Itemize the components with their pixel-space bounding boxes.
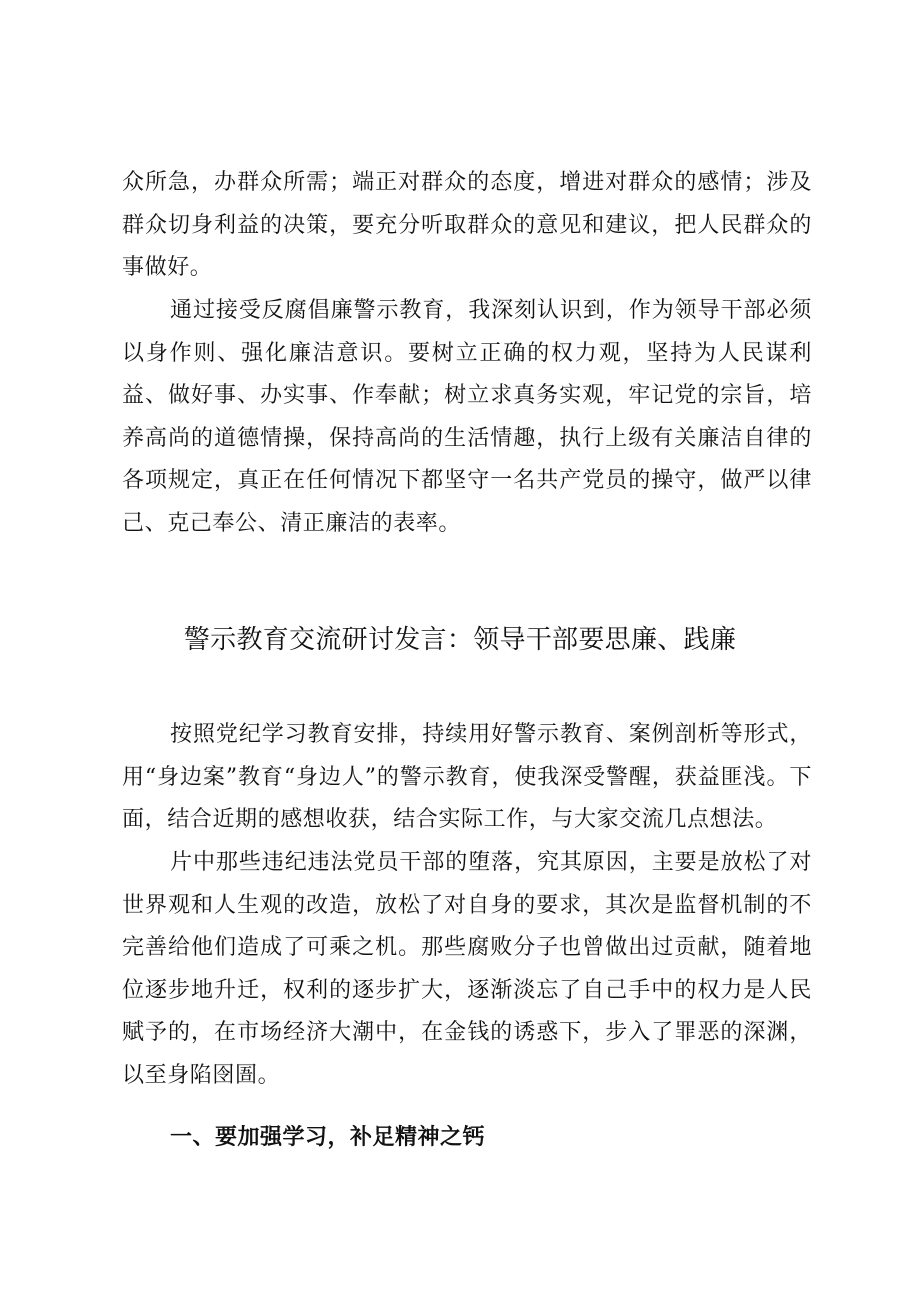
body-paragraph-analysis: 片中那些违纪违法党员干部的堕落，究其原因，主要是放松了对世界观和人生观的改造，放松了对自身的要求，其次是监督机制的不完善给他们造成了可乘之机。那些腐败分子也曾做出过贡献，随着地位逐步地升迁，权利的逐步扩大，逐渐淡忘了自己手中的权力是人民赋予的，在市场经济大潮中，在金钱的诱惑下，步入了罪恶的深渊，以至身陷囹圄。 bbox=[122, 850, 812, 1088]
continuation-paragraph: 众所急，办群众所需；端正对群众的态度，增进对群众的感情；涉及群众切身利益的决策，要充分听取群众的意见和建议，把人民群众的事做好。 bbox=[122, 170, 812, 280]
section-title: 警示教育交流研讨发言：领导干部要思廉、践廉 bbox=[183, 625, 737, 655]
sub-heading-first-point: 一、要加强学习，补足精神之钙 bbox=[170, 1125, 486, 1150]
body-paragraph-intro: 按照党纪学习教育安排，持续用好警示教育、案例剖析等形式，用“身边案”教育“身边人”的警示教育，使我深受警醒，获益匪浅。下面，结合近期的感想收获，结合实际工作，与大家交流几点想法。 bbox=[122, 722, 812, 832]
body-paragraph-warning-education: 通过接受反腐倡廉警示教育，我深刻认识到，作为领导干部必须以身作则、强化廉洁意识。要树立正确的权力观，坚持为人民谋利益、做好事、办实事、作奉献；树立求真务实观，牢记党的宗旨，培养高尚的道德情操，保持高尚的生活情趣，执行上级有关廉洁自律的各项规定，真正在任何情况下都坚守一名共产党员的操守，做严以律己、克己奉公、清正廉洁的表率。 bbox=[122, 298, 812, 536]
